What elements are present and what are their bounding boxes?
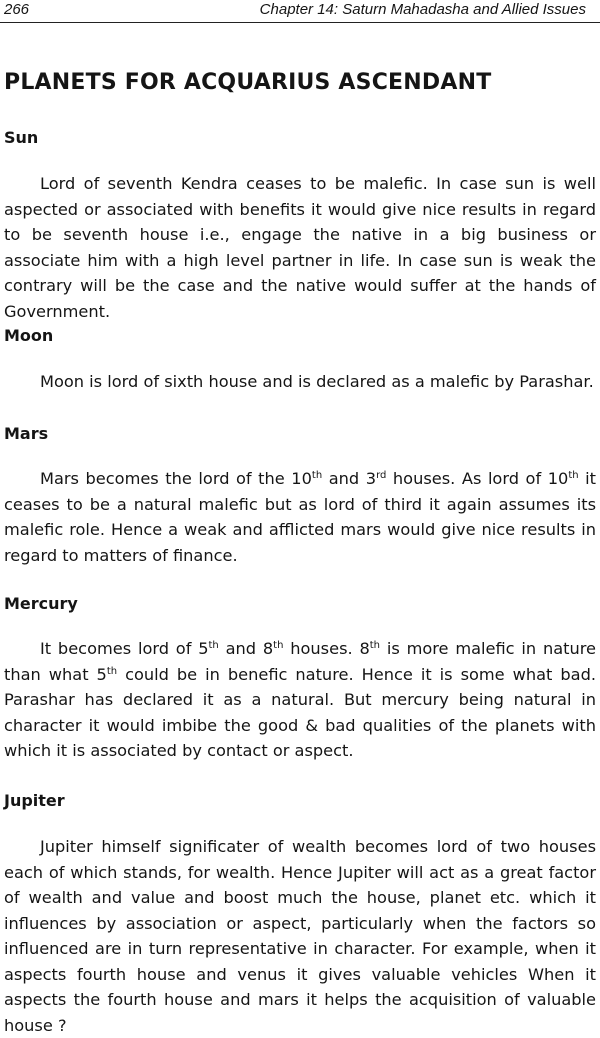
header-rule	[0, 22, 600, 23]
mars-paragraph: Mars becomes the lord of the 10th and 3rd houses. As lord of 10th it ceases to be a natural malefic but as lord of third it again assumes its malefic role. Hence a weak and afflicted mars would give nice results in regard to matters of finance.	[4, 469, 596, 565]
sun-paragraph: Lord of seventh Kendra ceases to be malefic. In case sun is well aspected or associated with benefits it would give nice results in regard to be seventh house i.e., engage the native in a big business or associate him with a high level partner in life. In case sun is weak the contrary will be the case and the native would suffer at the hands of Government.	[4, 174, 596, 321]
superscript: th	[106, 665, 118, 677]
mercury-heading: Mercury	[4, 594, 78, 613]
page-number: 266	[4, 1, 30, 18]
superscript: th	[369, 640, 381, 651]
mercury-paragraph: It becomes lord of 5th and 8th houses. 8th is more malefic in nature than what 5th could be in benefic nature. Hence it is some what bad. Parashar has declared it as a natural. But mercury being natural in character it would imbibe the good & bad qualities of the planets with which it is associated by contact or aspect.	[4, 639, 596, 760]
superscript: th	[568, 470, 579, 481]
superscript: rd	[376, 470, 387, 481]
page-title: PLANETS FOR ACQUARIUS ASCENDANT	[4, 70, 492, 95]
running-head: Chapter 14: Saturn Mahadasha and Allied Issues	[259, 1, 586, 18]
mars-heading: Mars	[4, 424, 49, 443]
jupiter-paragraph: Jupiter himself significater of wealth becomes lord of two houses each of which stands, for wealth. Hence Jupiter will act as a great factor of wealth and value and boost much the house, planet etc. which it influences by association or aspect, particularly when the factors so influenced are in turn representative in character. For example, when it aspects fourth house and venus it gives valuable vehicles When it aspects the fourth house and mars it helps the acquisition of valuable house ?	[4, 837, 596, 1035]
superscript: th	[311, 470, 323, 481]
moon-heading: Moon	[4, 326, 54, 345]
superscript: th	[208, 640, 219, 651]
page-header	[0, 0, 600, 24]
moon-paragraph: Moon is lord of sixth house and is declared as a malefic by Parashar.	[40, 372, 594, 391]
jupiter-heading: Jupiter	[4, 791, 65, 810]
superscript: th	[273, 640, 284, 651]
sun-heading: Sun	[4, 128, 39, 147]
